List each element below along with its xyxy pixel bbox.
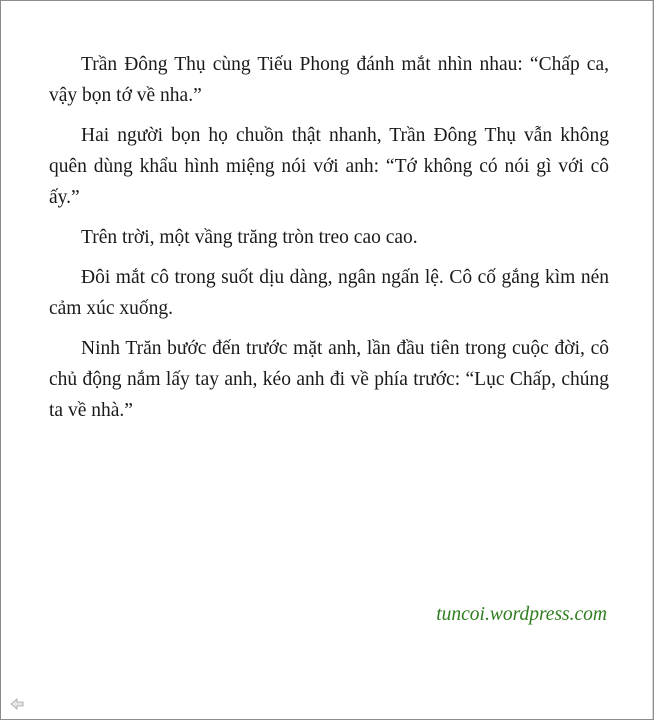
paragraph-1: Trần Đông Thụ cùng Tiếu Phong đánh mắt nhìn nhau: “Chấp ca, vậy bọn tớ về nha.” [49, 54, 609, 106]
paragraph-4: Đôi mắt cô trong suốt dịu dàng, ngân ngấn lệ. Cô cố gắng kìm nén cảm xúc xuống. [49, 267, 609, 319]
watermark-signature: tuncoi.wordpress.com [436, 604, 607, 625]
back-arrow-icon[interactable] [10, 697, 24, 711]
paragraph-3: Trên trời, một vầng trăng tròn treo cao cao. [81, 227, 418, 248]
paragraph-2: Hai người bọn họ chuồn thật nhanh, Trần Đông Thụ vẫn không quên dùng khẩu hình miệng nói với anh: “Tớ không có nói gì với cô ấy.” [49, 125, 609, 208]
document-body [49, 49, 609, 435]
paragraph-5: Ninh Trăn bước đến trước mặt anh, lần đầu tiên trong cuộc đời, cô chủ động nắm lấy tay anh, kéo anh đi về phía trước: “Lục Chấp, chúng ta về nhà.” [49, 338, 609, 421]
